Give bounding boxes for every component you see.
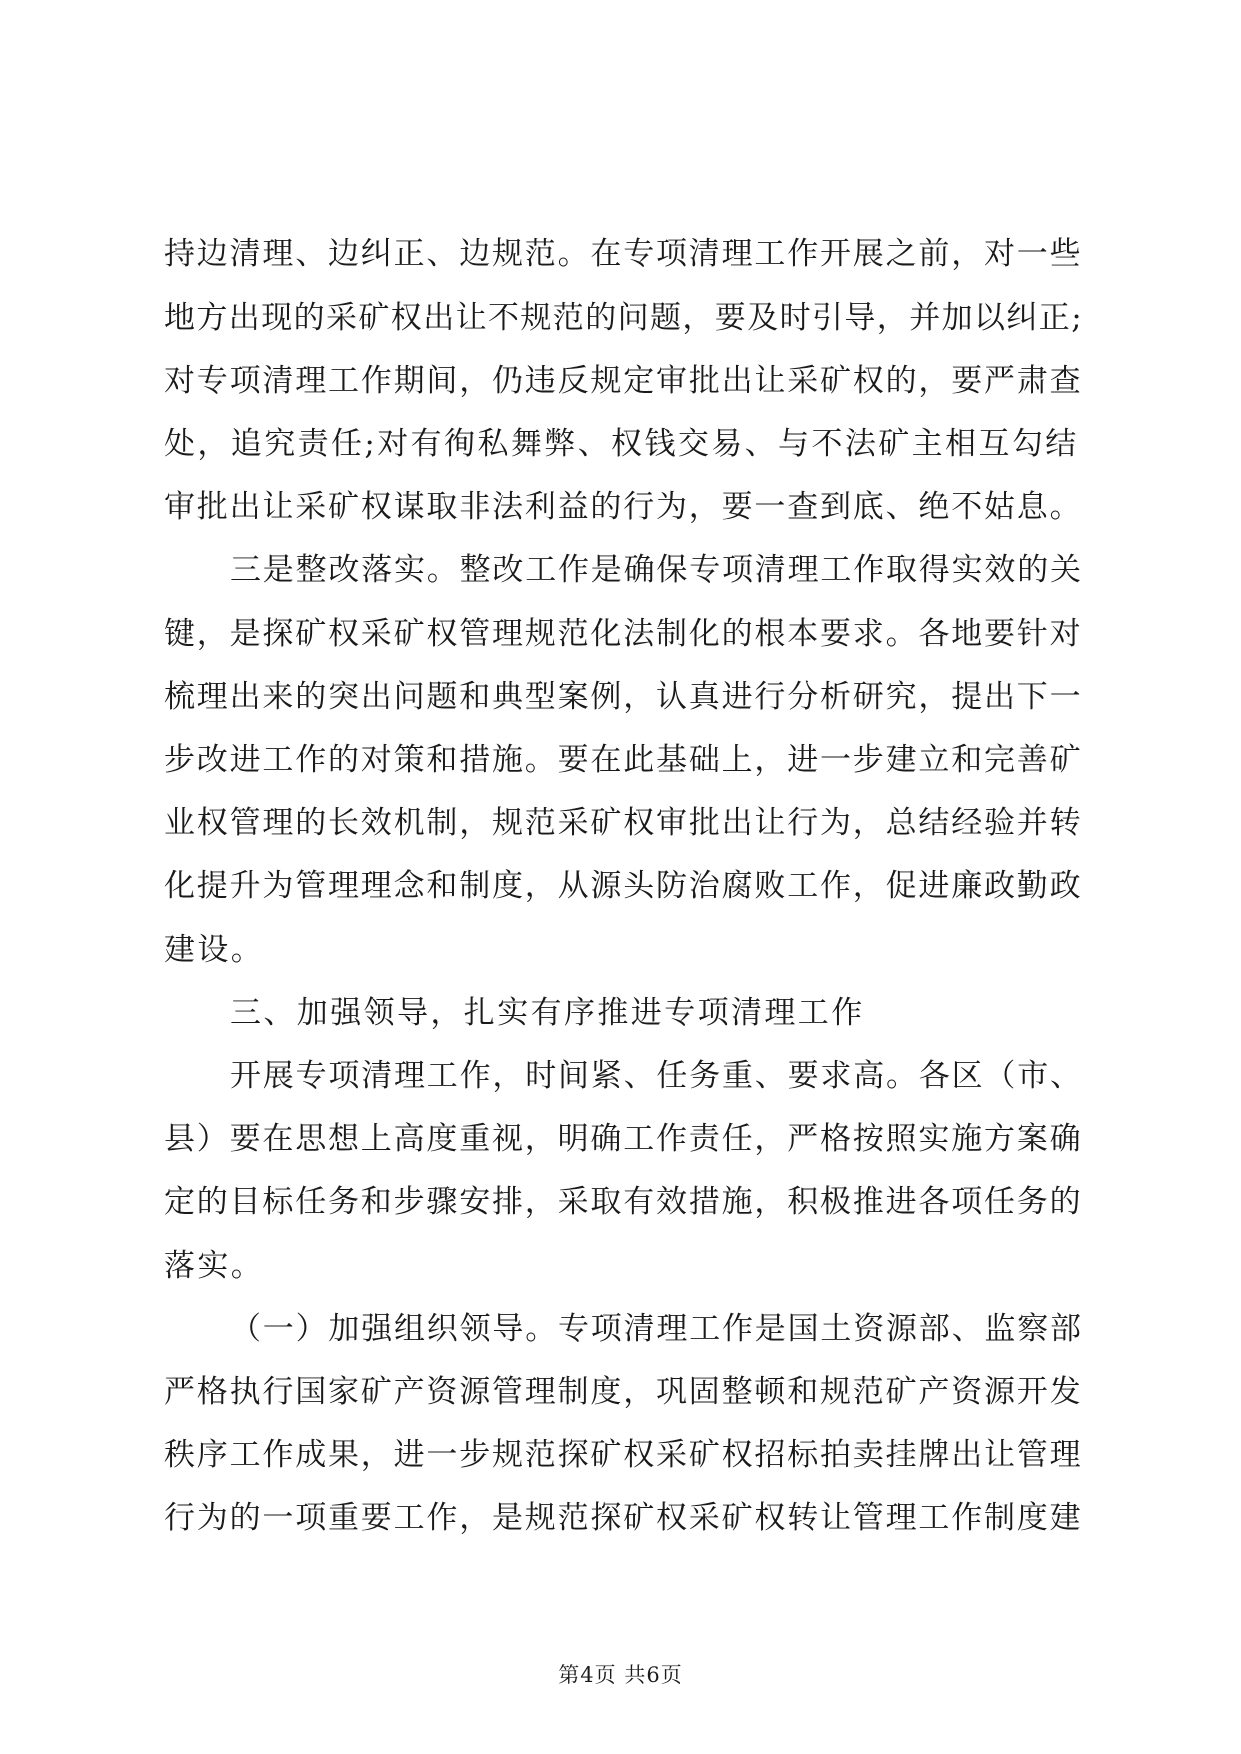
- body-text-line: 对专项清理工作期间，仍违反规定审批出让采矿权的，要严肃查: [164, 363, 1083, 399]
- body-text-line: 键，是探矿权采矿权管理规范化法制化的根本要求。各地要针对: [164, 616, 1083, 652]
- page-number-footer: 第4页 共6页: [558, 1663, 683, 1687]
- body-text-line: 落实。: [164, 1248, 265, 1284]
- body-text-line: 地方出现的采矿权出让不规范的问题，要及时引导，并加以纠正;: [164, 300, 1084, 336]
- paragraph-first-line: 开展专项清理工作，时间紧、任务重、要求高。各区（市、: [230, 1058, 1083, 1094]
- subsection-heading-line: （一）加强组织领导。专项清理工作是国土资源部、监察部: [230, 1311, 1083, 1347]
- body-text-line: 严格执行国家矿产资源管理制度，巩固整顿和规范矿产资源开发: [164, 1374, 1083, 1410]
- body-text-line: 梳理出来的突出问题和典型案例，认真进行分析研究，提出下一: [164, 679, 1083, 715]
- body-text-line: 建设。: [164, 932, 265, 968]
- body-text-line: 步改进工作的对策和措施。要在此基础上，进一步建立和完善矿: [164, 742, 1083, 778]
- body-text-line: 定的目标任务和步骤安排，采取有效措施，积极推进各项任务的: [164, 1184, 1083, 1220]
- body-text-line: 业权管理的长效机制，规范采矿权审批出让行为，总结经验并转: [164, 805, 1083, 841]
- body-text-line: 持边清理、边纠正、边规范。在专项清理工作开展之前，对一些: [164, 236, 1083, 272]
- body-text-line: 处，追究责任;对有徇私舞弊、权钱交易、与不法矿主相互勾结: [164, 426, 1079, 462]
- body-text-line: 县）要在思想上高度重视，明确工作责任，严格按照实施方案确: [164, 1121, 1083, 1157]
- paragraph-heading-line: 三是整改落实。整改工作是确保专项清理工作取得实效的关: [230, 552, 1083, 588]
- body-text-line: 化提升为管理理念和制度，从源头防治腐败工作，促进廉政勤政: [164, 868, 1083, 904]
- section-heading: 三、加强领导，扎实有序推进专项清理工作: [230, 995, 865, 1031]
- body-text-line: 秩序工作成果，进一步规范探矿权采矿权招标拍卖挂牌出让管理: [164, 1437, 1083, 1473]
- body-text-line: 行为的一项重要工作，是规范探矿权采矿权转让管理工作制度建: [164, 1500, 1083, 1536]
- body-text-line: 审批出让采矿权谋取非法利益的行为，要一查到底、绝不姑息。: [164, 489, 1083, 525]
